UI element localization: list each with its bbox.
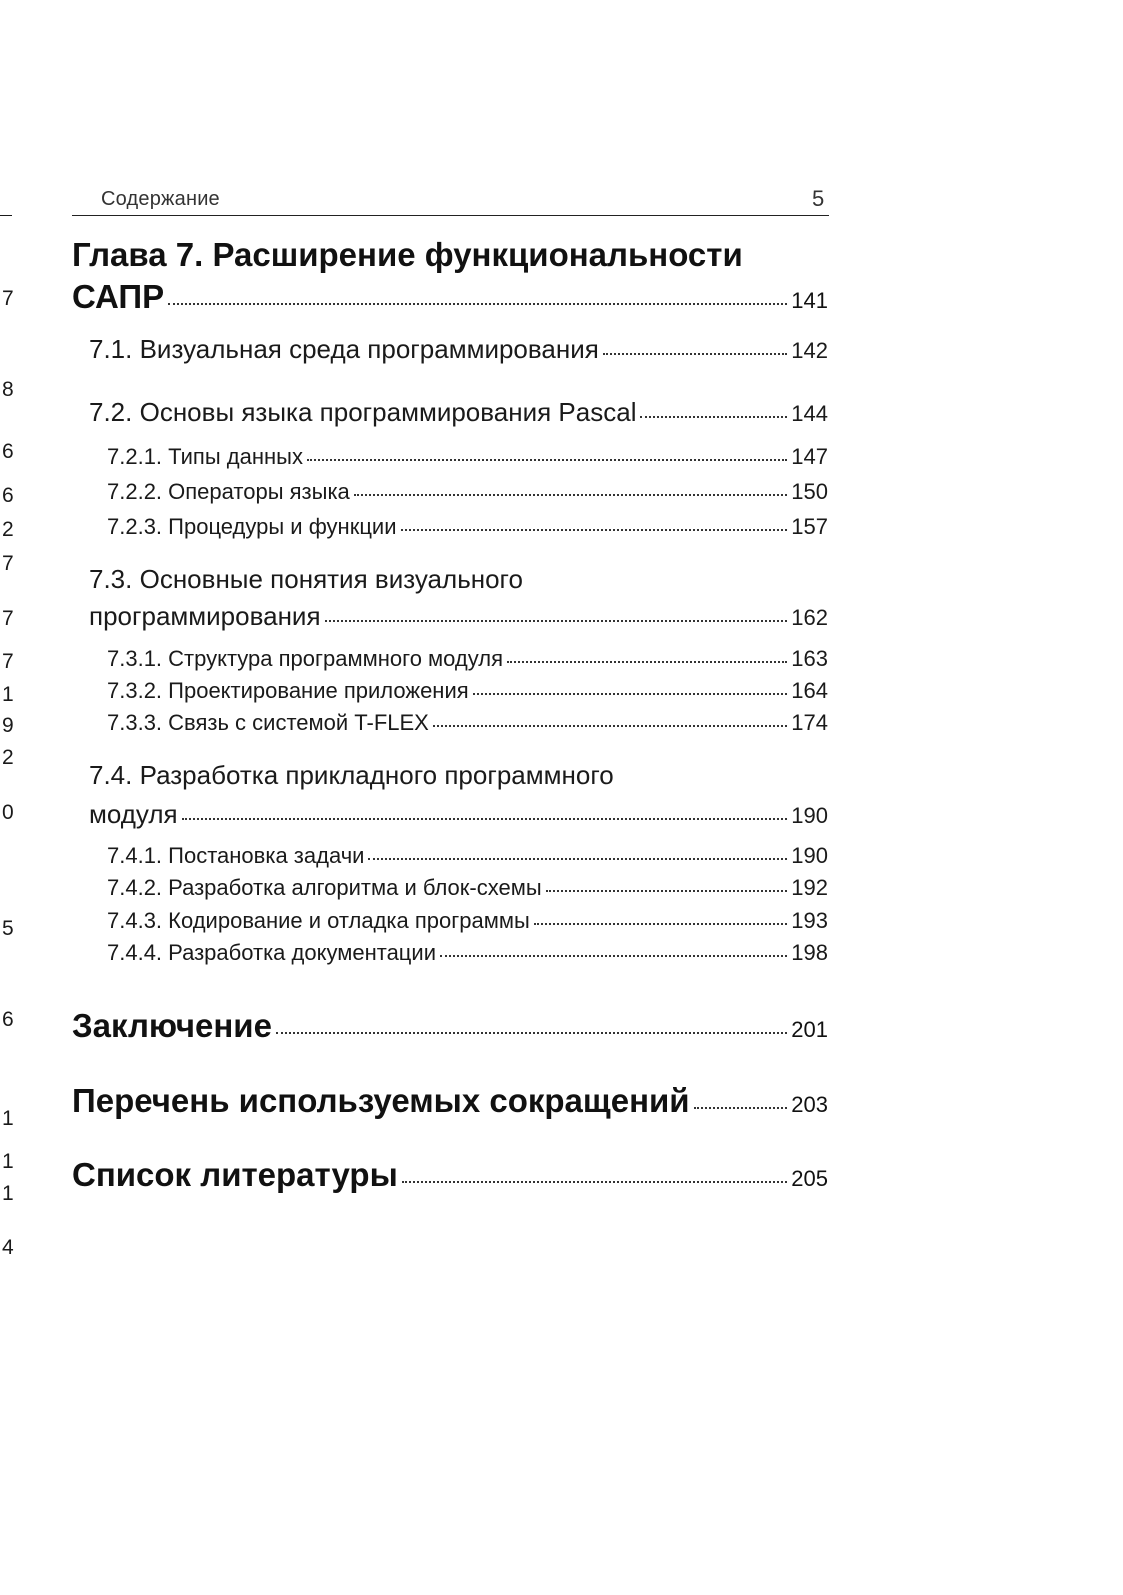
running-header-page-number: 5	[812, 186, 825, 211]
edge-fragment: 6	[2, 484, 14, 507]
edge-fragment: 5	[2, 917, 14, 940]
edge-fragment: 2	[2, 746, 14, 769]
toc-entry-7-3-1[interactable]	[107, 646, 828, 672]
toc-entry-conclusion[interactable]	[72, 1007, 828, 1045]
toc-entry-title: Заключение	[72, 1007, 272, 1044]
edge-fragment: 1	[2, 1150, 14, 1173]
dot-leader	[640, 416, 787, 418]
edge-fragment: 8	[2, 378, 14, 401]
section-7-4-title-line1: 7.4. Разработка прикладного программного	[89, 760, 614, 790]
dot-leader	[354, 494, 787, 496]
toc-page-number: 203	[791, 1092, 828, 1117]
toc-page-number: 141	[791, 288, 828, 313]
toc-entry-7-2[interactable]	[89, 397, 828, 428]
toc-entry-7-3-3[interactable]	[107, 710, 828, 736]
dot-leader	[368, 858, 787, 860]
toc-entry-7-4-4[interactable]	[107, 940, 828, 966]
running-header-title: Содержание	[101, 188, 220, 210]
toc-entry-title: 7.4.2. Разработка алгоритма и блок-схемы	[107, 875, 542, 900]
chapter-7-title-line1: Глава 7. Расширение функциональности	[72, 236, 743, 273]
toc-page-number: 193	[791, 908, 828, 933]
dot-leader	[507, 661, 787, 663]
toc-entry-7-2-3[interactable]	[107, 514, 828, 540]
dot-leader	[534, 923, 787, 925]
toc-entry-title: 7.2.3. Процедуры и функции	[107, 514, 397, 539]
toc-page-number: 142	[791, 338, 828, 363]
dot-leader	[401, 529, 788, 531]
toc-entry-7-3[interactable]	[89, 601, 828, 632]
toc-page-number: 201	[791, 1017, 828, 1042]
edge-rule	[0, 215, 12, 216]
edge-fragment: 0	[2, 801, 14, 824]
edge-fragment: 7	[2, 287, 14, 310]
toc-page-number: 174	[791, 710, 828, 735]
toc-entry-abbreviations[interactable]	[72, 1082, 828, 1120]
section-7-3-title-line1: 7.3. Основные понятия визуального	[89, 564, 523, 594]
dot-leader	[546, 890, 788, 892]
toc-entry-title: 7.2.2. Операторы языка	[107, 479, 350, 504]
dot-leader	[325, 620, 788, 622]
toc-page-number: 164	[791, 678, 828, 703]
toc-entry-title: 7.3.3. Связь с системой T-FLEX	[107, 710, 429, 735]
dot-leader	[402, 1181, 788, 1183]
toc-page-number: 162	[791, 605, 828, 630]
toc-entry-title: 7.4.4. Разработка документации	[107, 940, 436, 965]
toc-page-number: 190	[791, 843, 828, 868]
toc-entry-7-2-2[interactable]	[107, 479, 828, 505]
toc-entry-chapter-7[interactable]	[72, 278, 828, 316]
toc-entry-title: Перечень используемых сокращений	[72, 1082, 690, 1119]
toc-page-number: 198	[791, 940, 828, 965]
toc-page-number: 190	[791, 803, 828, 828]
edge-fragment: 1	[2, 1182, 14, 1205]
toc-page-number: 157	[791, 514, 828, 539]
edge-fragment: 6	[2, 440, 14, 463]
edge-fragment: 7	[2, 650, 14, 673]
toc-entry-title: 7.2.1. Типы данных	[107, 444, 303, 469]
toc-entry-title: 7.4.1. Постановка задачи	[107, 843, 365, 868]
dot-leader	[440, 955, 787, 957]
header-rule	[72, 215, 829, 216]
edge-fragment: 4	[2, 1236, 14, 1259]
toc-entry-title: программирования	[89, 601, 321, 631]
toc-entry-7-3-2[interactable]	[107, 678, 828, 704]
toc-page-number: 163	[791, 646, 828, 671]
edge-fragment: 9	[2, 714, 14, 737]
toc-entry-7-1[interactable]	[89, 334, 828, 365]
dot-leader	[307, 459, 787, 461]
toc-entry-title: Список литературы	[72, 1156, 398, 1193]
toc-entry-references[interactable]	[72, 1156, 828, 1194]
toc-page-number: 205	[791, 1166, 828, 1191]
dot-leader	[168, 303, 787, 305]
edge-fragment: 6	[2, 1008, 14, 1031]
dot-leader	[603, 353, 787, 355]
toc-entry-7-4[interactable]	[89, 799, 828, 830]
dot-leader	[182, 818, 788, 820]
dot-leader	[694, 1107, 788, 1109]
edge-fragment: 2	[2, 518, 14, 541]
edge-fragment: 7	[2, 607, 14, 630]
toc-entry-7-4-3[interactable]	[107, 908, 828, 934]
toc-entry-title: САПР	[72, 278, 165, 315]
dot-leader	[276, 1032, 787, 1034]
dot-leader	[433, 725, 787, 727]
toc-entry-7-4-1[interactable]	[107, 843, 828, 869]
dot-leader	[473, 693, 788, 695]
toc-entry-title: 7.1. Визуальная среда программирования	[89, 334, 599, 364]
toc-entry-title: 7.3.1. Структура программного модуля	[107, 646, 504, 671]
edge-fragment: 7	[2, 552, 14, 575]
toc-page-number: 144	[791, 401, 828, 426]
toc-entry-7-4-2[interactable]	[107, 875, 828, 901]
toc-entry-7-2-1[interactable]	[107, 444, 828, 470]
toc-page-number: 192	[791, 875, 828, 900]
edge-fragment: 1	[2, 1107, 14, 1130]
toc-page-number: 150	[791, 479, 828, 504]
toc-entry-title: 7.2. Основы языка программирования Pascal	[89, 397, 637, 427]
toc-entry-title: 7.3.2. Проектирование приложения	[107, 678, 469, 703]
toc-entry-title: модуля	[89, 799, 178, 829]
toc-page-number: 147	[791, 444, 828, 469]
edge-fragment: 1	[2, 683, 14, 706]
toc-entry-title: 7.4.3. Кодирование и отладка программы	[107, 908, 530, 933]
